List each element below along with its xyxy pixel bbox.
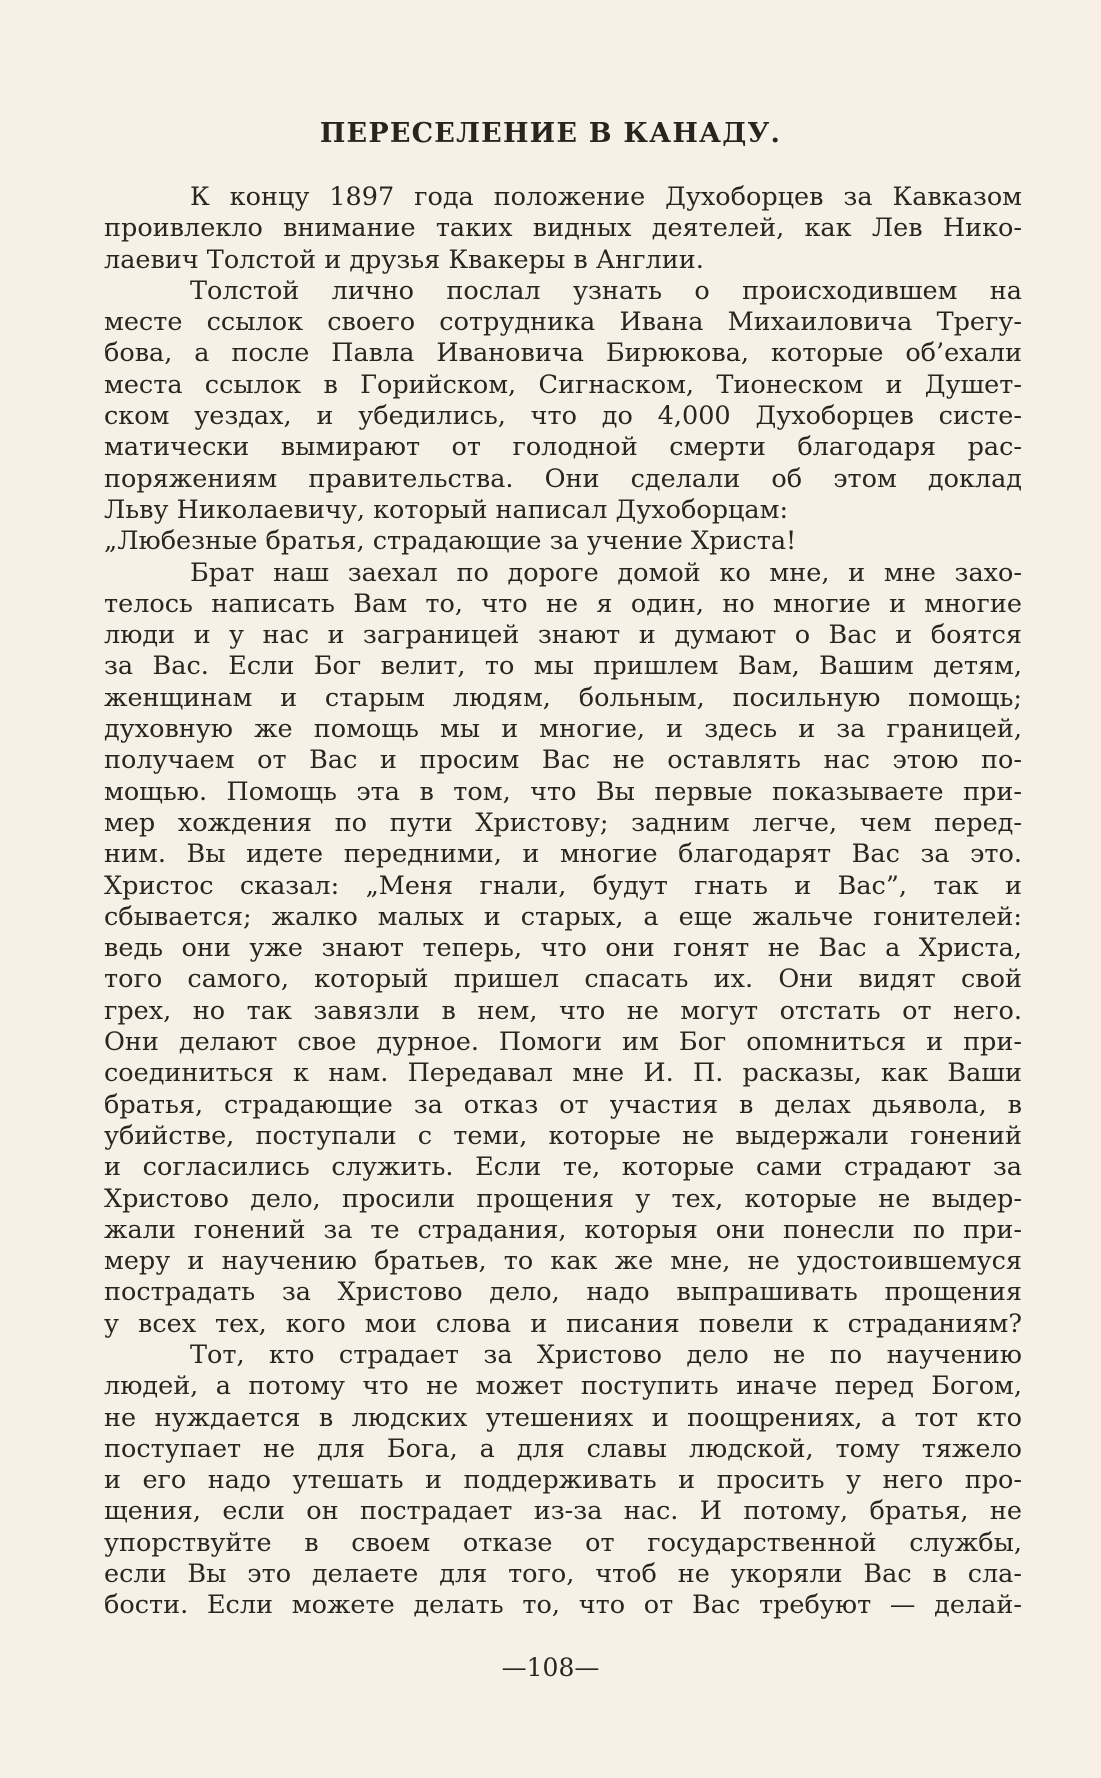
text-line: Толстой лично послал узнать о происходившем на	[190, 275, 1022, 306]
text-line: того самого, который пришел спасать их. Они видят свой	[104, 964, 1022, 995]
text-line: бова, а после Павла Ивановича Бирюкова, которые об’ехали	[104, 338, 1022, 369]
text-line: „Любезные братья, страдающие за учение Христа!	[104, 526, 797, 557]
text-line: грех, но так завязли в нем, что не могут отстать от него.	[104, 995, 1022, 1026]
text-line: пострадать за Христово дело, надо выпрашивать прощения	[104, 1277, 1022, 1308]
text-line: мощью. Помощь эта в том, что Вы первые показываете при-	[104, 776, 1022, 807]
chapter-heading: ПЕРЕСЕЛЕНИЕ В КАНАДУ.	[319, 118, 782, 149]
text-line: ведь они уже знают теперь, что они гонят не Вас а Христа,	[104, 933, 1022, 964]
text-line: бости. Если можете делать то, что от Вас требуют — делай-	[104, 1590, 1022, 1621]
text-line: Тот, кто страдает за Христово дело не по научению	[190, 1339, 1022, 1370]
text-line: проивлекло внимание таких видных деятелей, как Лев Нико-	[104, 213, 1022, 244]
text-line: меру и научению братьев, то как же мне, не удостоившемуся	[104, 1246, 1022, 1277]
text-line: места ссылок в Горийском, Сигнаском, Тионеском и Душет-	[104, 369, 1022, 400]
text-line: лаевич Толстой и друзья Квакеры в Англии.	[104, 244, 704, 275]
text-line: за Вас. Если Бог велит, то мы пришлем Вам, Вашим детям,	[104, 651, 1022, 682]
text-line: убийстве, поступали с теми, которые не выдержали гонений	[104, 1120, 1022, 1151]
text-line: и его надо утешать и поддерживать и просить у него про-	[104, 1465, 1022, 1496]
text-line: если Вы это делаете для того, чтоб не укоряли Вас в сла-	[104, 1559, 1022, 1590]
text-line: телось написать Вам то, что не я один, но многие и многие	[104, 588, 1022, 619]
text-line: Христово дело, просили прощения у тех, которые не выдер-	[104, 1183, 1022, 1214]
text-line: Брат наш заехал по дороге домой ко мне, и мне захо-	[190, 557, 1022, 588]
page-number: —108—	[501, 1653, 600, 1682]
text-line: поступает не для Бога, а для славы людской, тому тяжело	[104, 1433, 1022, 1464]
text-line: месте ссылок своего сотрудника Ивана Михаиловича Трегу-	[104, 307, 1022, 338]
text-line: жали гонений за те страдания, которыя они понесли по при-	[104, 1214, 1022, 1245]
text-line: люди и у нас и заграницей знают и думают о Вас и боятся	[104, 620, 1022, 651]
text-line: не нуждается в людских утешениях и поощрениях, а тот кто	[104, 1402, 1022, 1433]
text-line: упорствуйте в своем отказе от государственной службы,	[104, 1527, 1022, 1558]
text-line: мер хождения по пути Христову; задним легче, чем перед-	[104, 807, 1022, 838]
text-line: соединиться к нам. Передавал мне И. П. расказы, как Ваши	[104, 1058, 1022, 1089]
text-line: духовную же помощь мы и многие, и здесь и за границей,	[104, 714, 1022, 745]
text-line: получаем от Вас и просим Вас не оставлять нас этою по-	[104, 745, 1022, 776]
text-line: К концу 1897 года положение Духоборцев за Кавказом	[190, 182, 1022, 212]
text-line: матически вымирают от голодной смерти благодаря рас-	[104, 432, 1022, 463]
text-line: у всех тех, кого мои слова и писания повели к страданиям?	[104, 1308, 1022, 1339]
text-line: ском уездах, и убедились, что до 4,000 Духоборцев систе-	[104, 401, 1022, 432]
text-line: людей, а потому что не может поступить иначе перед Богом,	[104, 1371, 1022, 1402]
text-line: женщинам и старым людям, больным, посильную помощь;	[104, 682, 1022, 713]
text-line: сбывается; жалко малых и старых, а еще жальче гонителей:	[104, 901, 1022, 932]
text-line: Они делают свое дурное. Помоги им Бог опомниться и при-	[104, 1027, 1022, 1058]
text-line: щения, если он пострадает из-за нас. И потому, братья, не	[104, 1496, 1022, 1527]
text-line: Христос сказал: „Меня гнали, будут гнать и Вас”, так и	[104, 870, 1022, 901]
text-line: и согласились служить. Если те, которые сами страдают за	[104, 1152, 1022, 1183]
text-line: поряжениям правительства. Они сделали об этом доклад	[104, 463, 1022, 494]
text-line: ним. Вы идете передними, и многие благодарят Вас за это.	[104, 839, 1022, 870]
body-text	[104, 182, 1022, 1622]
text-line: Льву Николаевичу, который написал Духоборцам:	[104, 494, 789, 525]
text-line: братья, страдающие за отказ от участия в делах дьявола, в	[104, 1089, 1022, 1120]
